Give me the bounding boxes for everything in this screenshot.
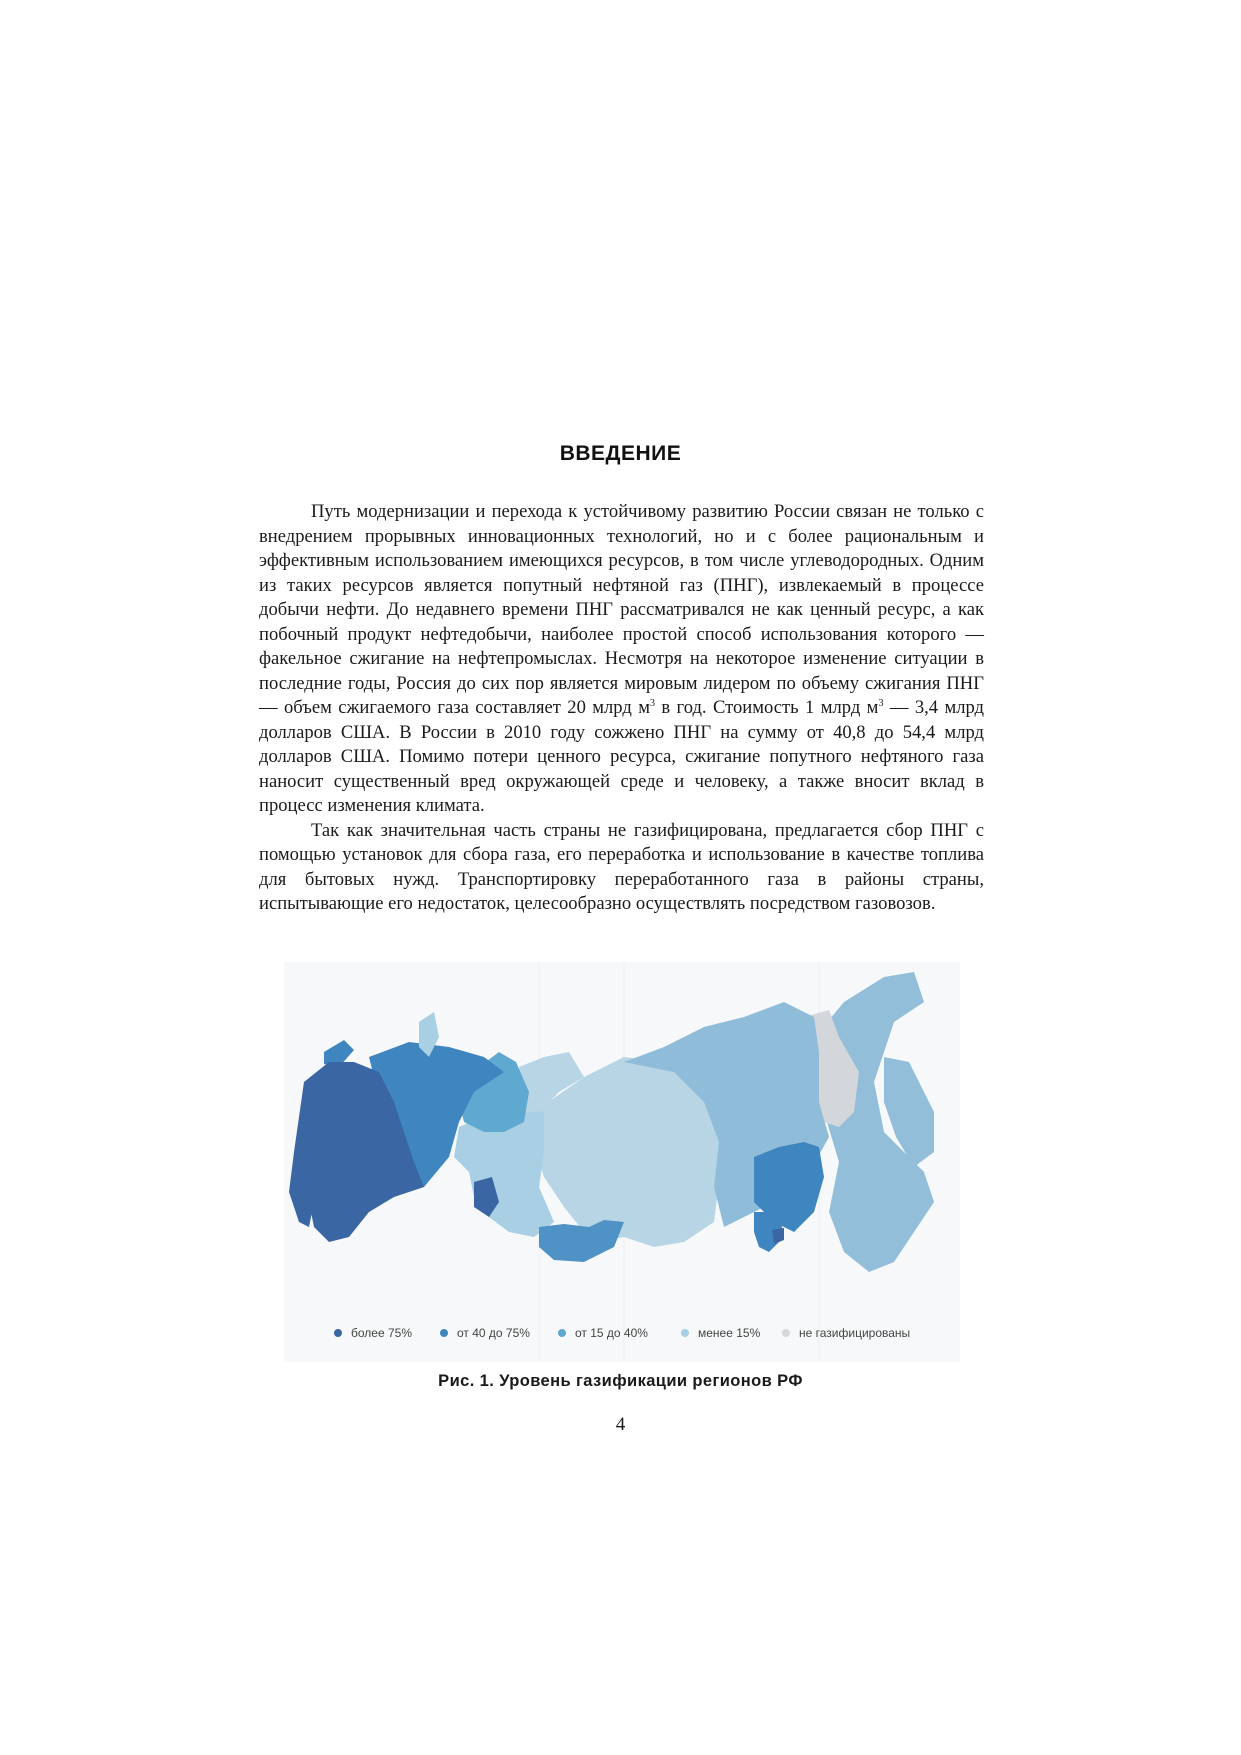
legend-dot: [440, 1329, 448, 1337]
map-legend: [334, 1326, 934, 1346]
paragraph-2: Так как значительная часть страны не газифицирована, предлагается сбор ПНГ с помощью установок для сбора газа, его переработка и использование в качестве топлива для бытовых нужд. Транспортировку переработанного газа в районы страны, испытывающие его недостаток, целесообразно осуществлять посредством газовозов.: [259, 819, 984, 914]
legend-item: менее 15%: [681, 1326, 760, 1340]
figure-gasification-map: [284, 962, 960, 1362]
legend-dot: [558, 1329, 566, 1337]
page-title: ВВЕДЕНИЕ: [559, 442, 682, 465]
legend-item: от 15 до 40%: [558, 1326, 648, 1340]
region-south-siberia: [539, 1220, 624, 1262]
body-text: [259, 500, 984, 917]
region-primorye-dark: [772, 1228, 784, 1244]
figure-caption: Рис. 1. Уровень газификации регионов РФ: [438, 1372, 803, 1390]
legend-dot: [334, 1329, 342, 1337]
russia-map: [284, 962, 960, 1362]
legend-dot: [782, 1329, 790, 1337]
legend-item: более 75%: [334, 1326, 412, 1340]
paragraph-1: Путь модернизации и перехода к устойчивому развитию России связан не только с внедрением прорывных инновационных технологий, но и с более рациональным и эффективным использованием имеющихся ресурсов, в том числе углеводородных. Одним из таких ресурсов является попутный нефтяной газ (ПНГ), извлекаемый в процессе добычи нефти. До недавнего времени ПНГ рассматривался не как ценный ресурс, а как побочный продукт нефтедобычи, наиболее простой способ использования которого — факельное сжигание на нефтепромыслах. Несмотря на некоторое изменение ситуации в последние годы, Россия до сих пор является мировым лидером по объему сжигания ПНГ — объем сжигаемого газа составляет 20 млрд $м^3$ в год. Стоимость 1 млрд $м^3$ — 3,4 млрд долларов США. В России в 2010 году сожжено ПНГ на сумму от 40,8 до 54,4 млрд долларов США. Помимо потери ценного ресурса, сжигание попутного нефтяного газа наносит существенный вред окружающей среде и человеку, а также вносит вклад в процесс изменения климата.: [259, 501, 985, 816]
legend-dot: [681, 1329, 689, 1337]
legend-item: от 40 до 75%: [440, 1326, 530, 1340]
legend-item: не газифицированы: [782, 1326, 910, 1340]
page-number: 4: [615, 1414, 626, 1435]
